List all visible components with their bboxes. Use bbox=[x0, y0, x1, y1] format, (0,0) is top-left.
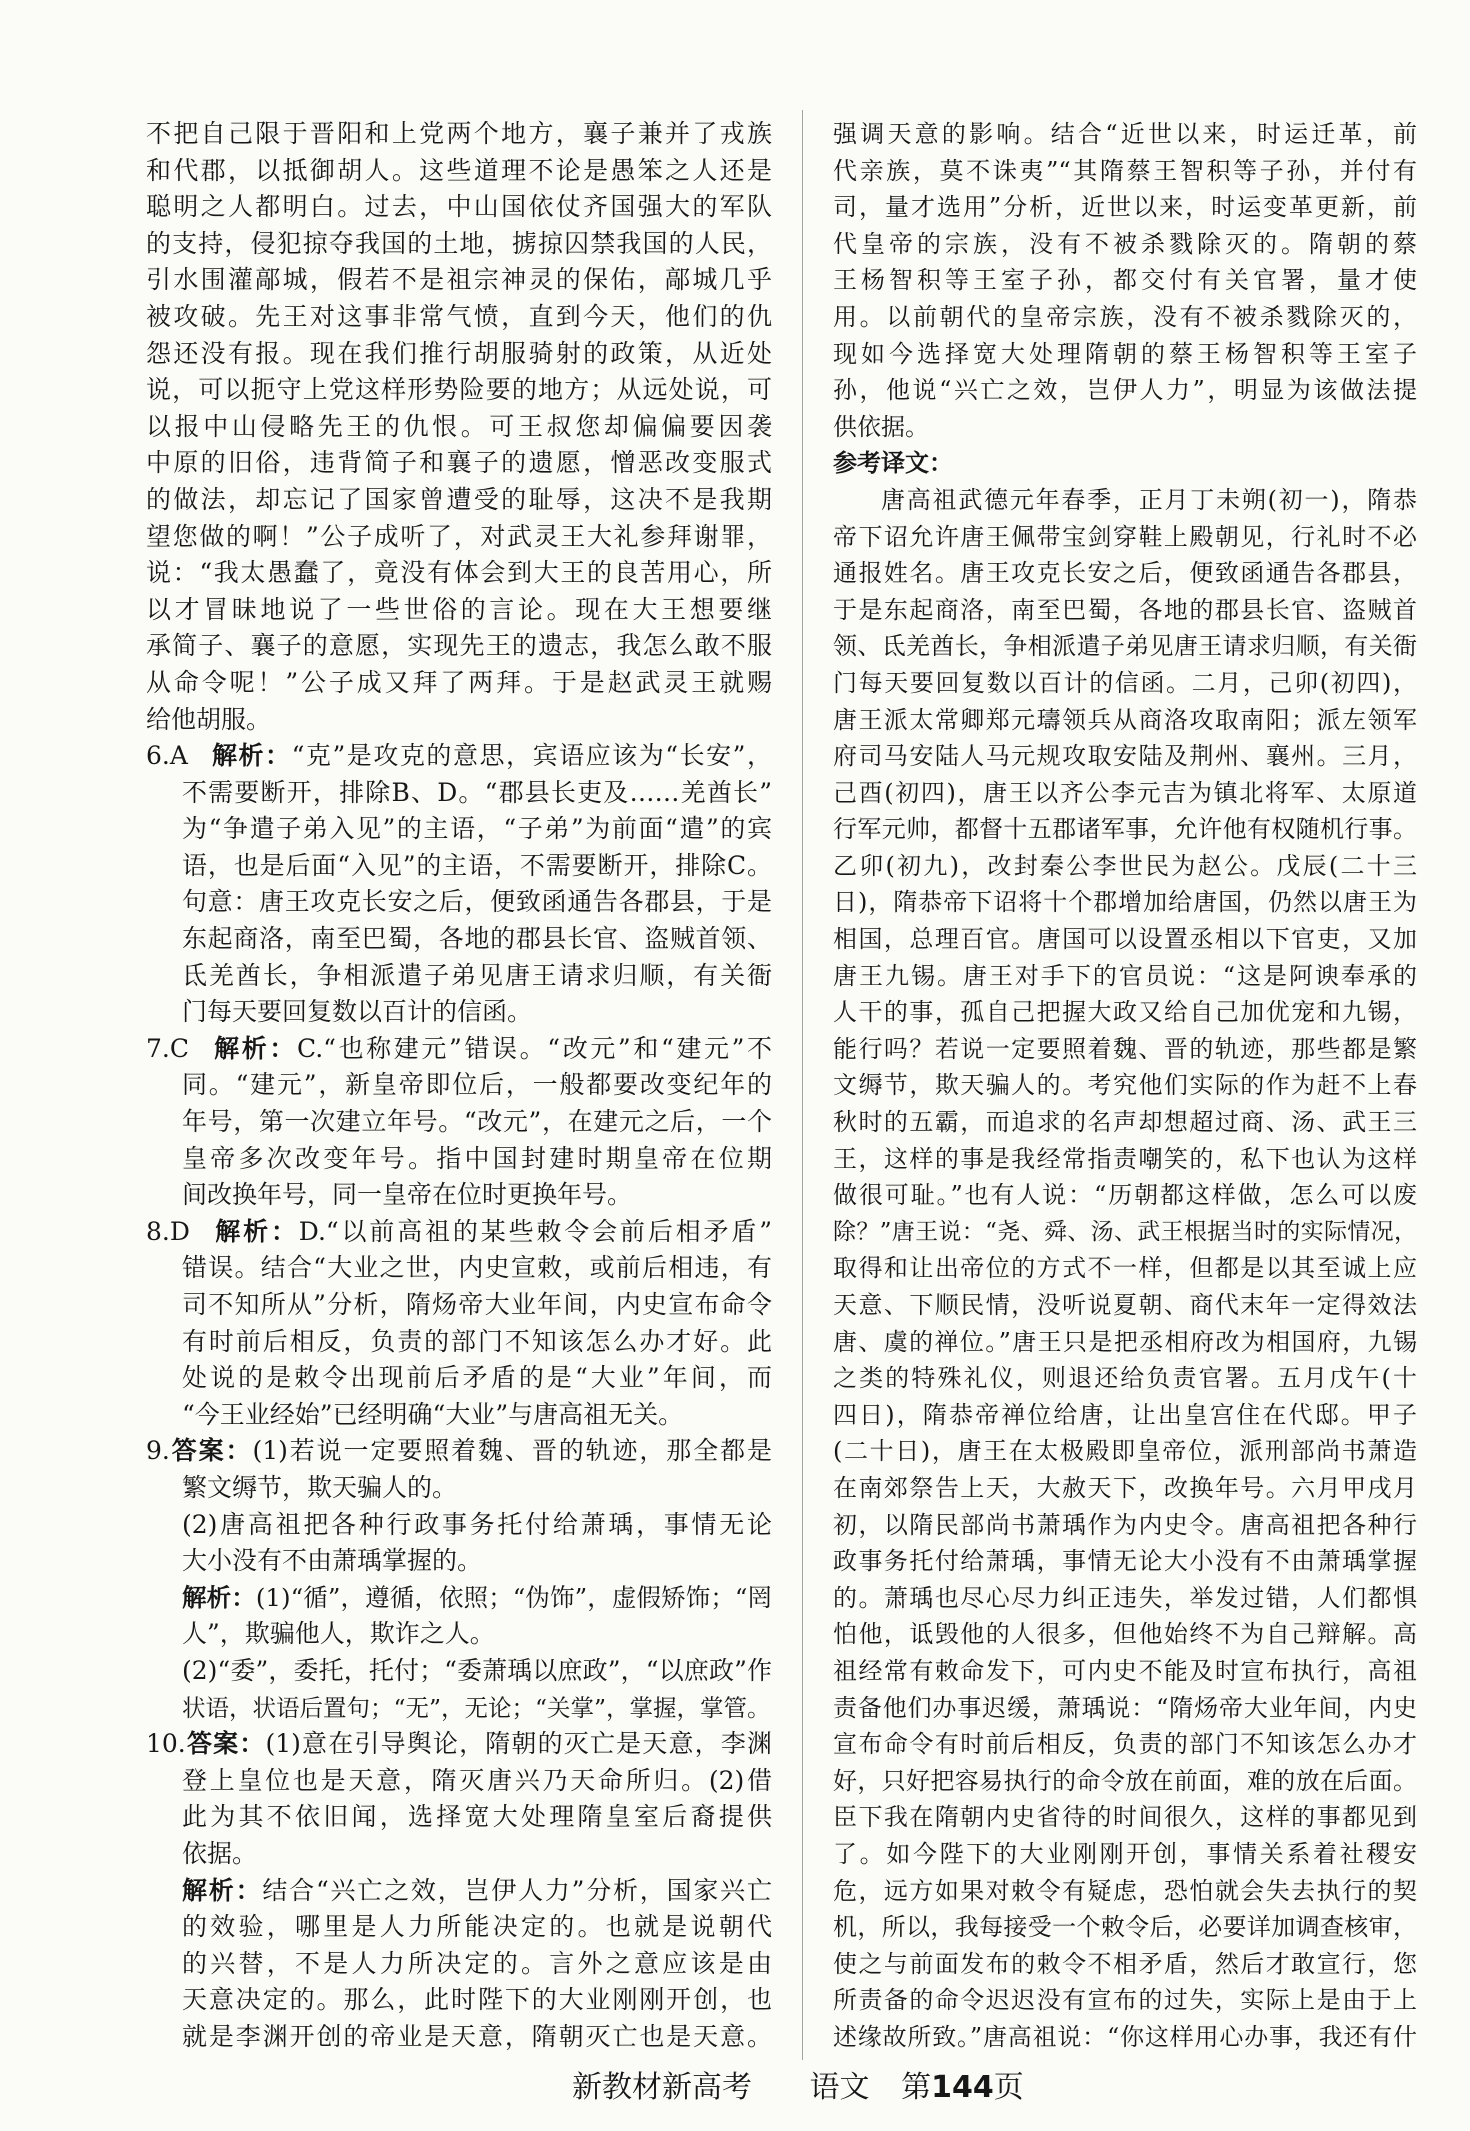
line-text: 同。“建元”，新皇帝即位后，一般都要改变纪年的 bbox=[182, 1070, 772, 1100]
text-line bbox=[146, 1067, 772, 1104]
line-text: 好，只好把容易执行的命令放在前面，难的放在后面。 bbox=[833, 1766, 1417, 1795]
page-footer bbox=[572, 2070, 1024, 2106]
line-text: 述缘故所致。”唐高祖说：“你这样用心办事，我还有什 bbox=[833, 2022, 1417, 2051]
line-text: 王，这样的事是我经常指责嘲笑的，私下也认为这样 bbox=[833, 1144, 1417, 1173]
line-text: 代亲族，莫不诛夷”“其隋蔡王智积等子孙，并付有 bbox=[833, 156, 1417, 185]
text-line bbox=[146, 1470, 772, 1507]
item-number: 10. bbox=[146, 1729, 186, 1759]
line-text: 门每天要回复数以百计的信函。 bbox=[182, 997, 533, 1027]
section-label: 解析： bbox=[211, 1033, 297, 1063]
text-line bbox=[833, 1470, 1417, 1507]
line-text: 初，以隋民部尚书萧瑀作为内史令。唐高祖把各种行 bbox=[833, 1510, 1417, 1539]
line-text: 供依据。 bbox=[833, 412, 929, 441]
line-text: 日)，隋恭帝下诏将十个郡增加给唐国，仍然以唐王为 bbox=[833, 888, 1417, 917]
section-label: 答案： bbox=[185, 1729, 266, 1759]
answer-item bbox=[146, 1214, 772, 1434]
text-line bbox=[833, 1397, 1417, 1434]
section-heading bbox=[833, 445, 1417, 482]
line-text: 除？”唐王说：“尧、舜、汤、武王根据当时的实际情况， bbox=[833, 1218, 1417, 1245]
line-text: 东起商洛，南至巴蜀，各地的郡县长官、盗贼首领、 bbox=[182, 924, 772, 954]
text-line bbox=[146, 372, 772, 409]
text-line bbox=[146, 116, 772, 153]
text-line bbox=[833, 1726, 1417, 1763]
line-text: 此为其不依旧闻，选择宽大处理隋皇室后裔提供 bbox=[182, 1802, 772, 1832]
text-line bbox=[833, 1909, 1417, 1946]
line-text: 门每天要回复数以百计的信函。二月，己卯(初四)， bbox=[833, 668, 1417, 697]
text-line bbox=[833, 1214, 1417, 1251]
text-line bbox=[833, 1836, 1417, 1873]
text-line bbox=[146, 628, 772, 665]
line-text: 乙卯(初九)，改封秦公李世民为赵公。戊辰(二十三 bbox=[833, 851, 1417, 880]
text-line bbox=[833, 409, 1417, 446]
line-text: 有时前后相反，负责的部门不知该怎么办才好。此 bbox=[182, 1326, 772, 1356]
text-line bbox=[833, 775, 1417, 812]
item-number: 8. bbox=[146, 1216, 170, 1246]
book-title: 新教材新高考 bbox=[572, 2070, 752, 2105]
line-text: 皇帝多次改变年号。指中国封建时期皇帝在位期 bbox=[182, 1143, 772, 1173]
text-line bbox=[833, 1031, 1417, 1068]
item-number: 7. bbox=[146, 1033, 170, 1063]
text-line bbox=[146, 226, 772, 263]
text-line bbox=[833, 1690, 1417, 1727]
line-text: 强调天意的影响。结合“近世以来，时运迁革，前 bbox=[833, 120, 1417, 148]
text-line bbox=[146, 1141, 772, 1178]
text-line bbox=[833, 226, 1417, 263]
answer-choice: A bbox=[169, 741, 188, 771]
line-text: 给他胡服。 bbox=[146, 704, 272, 734]
text-line bbox=[833, 1873, 1417, 1910]
line-text: 说：“我太愚蠢了，竟没有体会到大王的良苦用心，所 bbox=[146, 558, 772, 588]
text-line bbox=[146, 482, 772, 519]
text-line bbox=[833, 1141, 1417, 1178]
text-line bbox=[833, 555, 1417, 592]
text-line bbox=[146, 262, 772, 299]
answer-item bbox=[146, 738, 772, 1031]
line-text: 的。萧瑀也尽心尽力纠正违失，举发过错，人们都惧 bbox=[833, 1583, 1417, 1612]
line-text: 了。如今陛下的大业刚刚开创，事情关系着社稷安 bbox=[833, 1839, 1417, 1868]
line-text: 人干的事，孤自己把握大政又给自己加优宠和九锡， bbox=[833, 998, 1417, 1027]
line-text: 帝下诏允许唐王佩带宝剑穿鞋上殿朝见，行礼时不必 bbox=[833, 522, 1417, 551]
line-text: 宣布命令有时前后相反，负责的部门不知该怎么办才 bbox=[833, 1730, 1417, 1759]
line-text: 的兴替，不是人力所决定的。言外之意应该是由 bbox=[182, 1948, 772, 1978]
text-line bbox=[833, 1580, 1417, 1617]
text-line bbox=[833, 1946, 1417, 1983]
text-line bbox=[146, 336, 772, 373]
text-line bbox=[146, 702, 772, 739]
text-line bbox=[833, 1616, 1417, 1653]
text-line bbox=[146, 519, 772, 556]
line-text: 结合“兴亡之效，岂伊人力”分析，国家兴亡 bbox=[262, 1875, 772, 1905]
text-line bbox=[833, 372, 1417, 409]
page-prefix: 第 bbox=[901, 2070, 932, 2105]
text-line bbox=[146, 1726, 772, 1763]
text-line bbox=[146, 1982, 772, 2019]
text-line bbox=[146, 592, 772, 629]
line-text: 不把自己限于晋阳和上党两个地方，襄子兼并了戎族 bbox=[146, 119, 772, 148]
line-text: 以才冒昧地说了一些世俗的言论。现在大王想要继 bbox=[146, 594, 772, 624]
line-text: 繁文缛节，欺天骗人的。 bbox=[182, 1472, 458, 1502]
answer-subparagraph bbox=[146, 1873, 772, 2056]
text-line bbox=[146, 665, 772, 702]
text-line bbox=[833, 1360, 1417, 1397]
line-text: 大小没有不由萧瑀掌握的。 bbox=[182, 1546, 483, 1576]
text-line bbox=[146, 1360, 772, 1397]
text-line bbox=[146, 958, 772, 995]
line-text: 年号，第一次建立年号。“改元”，在建元之后，一个 bbox=[182, 1107, 772, 1137]
answer-subparagraph bbox=[146, 1580, 772, 1653]
text-line bbox=[833, 519, 1417, 556]
text-line bbox=[146, 1397, 772, 1434]
section-label: 解析： bbox=[210, 741, 292, 771]
subject-name: 语文 bbox=[809, 2070, 870, 2105]
text-line bbox=[833, 738, 1417, 775]
line-text: 府司马安陆人马元规攻取安陆及荆州、襄州。三月， bbox=[833, 742, 1417, 771]
right-column bbox=[833, 116, 1417, 2055]
text-line bbox=[146, 153, 772, 190]
text-line bbox=[146, 1873, 772, 1910]
line-text: 怕他，诋毁他的人很多，但他始终不为自己辩解。高 bbox=[833, 1620, 1417, 1649]
line-text: 状语，状语后置句；“无”，无论；“关掌”，掌握，掌管。 bbox=[182, 1693, 771, 1722]
line-text: 文缛节，欺天骗人的。考究他们实际的作为赶不上春 bbox=[833, 1071, 1417, 1100]
text-line bbox=[146, 775, 772, 812]
line-text: 登上皇位也是天意，隋灭唐兴乃天命所归。(2)借 bbox=[182, 1765, 772, 1795]
line-text: 危，远方如果对敕令有疑虑，恐怕就会失去执行的契 bbox=[833, 1876, 1417, 1905]
text-line bbox=[146, 1324, 772, 1361]
text-line bbox=[833, 153, 1417, 190]
line-text: 责备他们办事迟缓，萧瑀说：“隋炀帝大业年间，内史 bbox=[833, 1693, 1417, 1722]
text-line bbox=[146, 1543, 772, 1580]
text-line bbox=[146, 189, 772, 226]
line-text: 望您做的啊！”公子成听了，对武灵王大礼参拜谢罪， bbox=[146, 521, 772, 551]
line-text: 在南郊祭告上天，大赦天下，改换年号。六月甲戌月 bbox=[833, 1473, 1417, 1502]
item-number: 6. bbox=[146, 741, 170, 771]
text-line bbox=[833, 1543, 1417, 1580]
line-text: 的做法，却忘记了国家曾遭受的耻辱，这决不是我期 bbox=[146, 484, 772, 514]
line-text: 从命令呢！”公子成又拜了两拜。于是赵武灵王就赐 bbox=[146, 667, 772, 697]
line-text: 唐高祖武德元年春季，正月丁未朔(初一)，隋恭 bbox=[881, 485, 1417, 514]
line-text: 通报姓名。唐王攻克长安之后，便致函通告各郡县， bbox=[833, 559, 1417, 588]
line-text: 被攻破。先王对这事非常气愤，直到今天，他们的仇 bbox=[146, 301, 772, 331]
text-line bbox=[146, 1031, 772, 1068]
text-line bbox=[146, 1287, 772, 1324]
line-text: 天意决定的。那么，此时陛下的大业刚刚开创，也 bbox=[182, 1985, 772, 2015]
text-line bbox=[833, 299, 1417, 336]
column-divider bbox=[802, 110, 803, 2060]
text-line bbox=[833, 592, 1417, 629]
line-text: 间改换年号，同一皇帝在位时更换年号。 bbox=[182, 1180, 633, 1210]
line-text: 中原的旧俗，违背简子和襄子的遗愿，憎恶改变服式 bbox=[146, 448, 772, 478]
text-line bbox=[146, 811, 772, 848]
text-line bbox=[146, 1250, 772, 1287]
text-line bbox=[833, 1653, 1417, 1690]
text-line bbox=[146, 1690, 772, 1727]
text-line bbox=[146, 994, 772, 1031]
line-text: (2)“委”，委托，托付；“委萧瑀以庶政”，“以庶政”作 bbox=[182, 1655, 772, 1685]
line-text: 以报中山侵略先王的仇恨。可王叔您却偏偏要因袭 bbox=[146, 411, 772, 441]
line-text: 代皇帝的宗族，没有不被杀戮除灭的。隋朝的蔡 bbox=[833, 229, 1417, 258]
text-line bbox=[833, 665, 1417, 702]
line-text: (1)若说一定要照着魏、晋的轨迹，那全都是 bbox=[252, 1436, 772, 1466]
line-text: 和代郡，以抵御胡人。这些道理不论是愚笨之人还是 bbox=[146, 155, 772, 185]
line-text: 所责备的命令迟迟没有宣布的过失，实际上是由于上 bbox=[833, 1986, 1417, 2015]
line-text: 之类的特殊礼仪，则退还给负责官署。五月戊午(十 bbox=[833, 1364, 1417, 1393]
section-label: 解析： bbox=[212, 1216, 299, 1246]
line-text: 取得和让出帝位的方式不一样，但都是以其至诚上应 bbox=[833, 1254, 1417, 1283]
line-text: 承简子、襄子的意愿，实现先王的遗志，我怎么敢不服 bbox=[146, 631, 772, 661]
line-text: 现如今选择宽大处理隋朝的蔡王杨智积等王室子 bbox=[833, 339, 1417, 368]
line-text: 能行吗？若说一定要照着魏、晋的轨迹，那些都是繁 bbox=[833, 1034, 1417, 1063]
text-line bbox=[833, 1287, 1417, 1324]
text-line bbox=[833, 1104, 1417, 1141]
answer-subparagraph bbox=[146, 1653, 772, 1726]
text-line bbox=[833, 1324, 1417, 1361]
text-line bbox=[833, 921, 1417, 958]
line-text: 司，量才选用”分析，近世以来，时运变革更新，前 bbox=[833, 193, 1417, 222]
line-text: “克”是攻克的意思，宾语应该为“长安”， bbox=[291, 741, 772, 771]
text-line bbox=[833, 958, 1417, 995]
line-text: 唐、虞的禅位。”唐王只是把丞相府改为相国府，九锡 bbox=[833, 1327, 1417, 1356]
text-line bbox=[146, 299, 772, 336]
line-text: (二十日)，唐王在太极殿即皇帝位，派刑部尚书萧造 bbox=[833, 1437, 1417, 1466]
text-line bbox=[833, 2019, 1417, 2056]
line-text: 用。以前朝代的皇帝宗族，没有不被杀戮除灭的， bbox=[833, 302, 1417, 331]
text-line bbox=[833, 1763, 1417, 1800]
text-line bbox=[833, 336, 1417, 373]
section-label: 答案： bbox=[169, 1436, 253, 1466]
text-line bbox=[833, 1250, 1417, 1287]
line-text: 行军元帅，都督十五郡诸军事，允许他有权随机行事。 bbox=[833, 815, 1417, 844]
line-text: 聪明之人都明白。过去，中山国依仗齐国强大的军队 bbox=[146, 192, 772, 222]
page-number bbox=[901, 2070, 1024, 2105]
section-label: 解析： bbox=[182, 1875, 263, 1905]
text-line bbox=[146, 848, 772, 885]
line-text: 就是李渊开创的帝业是天意，隋朝灭亡也是天意。 bbox=[182, 2021, 772, 2051]
line-text: 依据。 bbox=[182, 1838, 258, 1868]
line-text: (2)唐高祖把各种行政事务托付给萧瑀，事情无论 bbox=[182, 1509, 772, 1539]
text-line bbox=[146, 1653, 772, 1690]
line-text: 司不知所从”分析，隋炀帝大业年间，内史宣布命令 bbox=[182, 1290, 772, 1319]
line-text: 为“争遣子弟入见”的主语，“子弟”为前面“遣”的宾 bbox=[182, 814, 772, 844]
text-line bbox=[146, 1177, 772, 1214]
line-text: D.“以前高祖的某些敕令会前后相矛盾” bbox=[298, 1216, 772, 1246]
answer-choice: D bbox=[169, 1216, 190, 1246]
page-number-value: 144 bbox=[931, 2070, 994, 2105]
line-text: 天意、下顺民情，没听说夏朝、商代末年一定得效法 bbox=[833, 1291, 1417, 1319]
paragraph bbox=[146, 116, 772, 738]
text-line bbox=[146, 1616, 772, 1653]
line-text: 不需要断开，排除B、D。“郡县长吏及……羌酋长” bbox=[182, 777, 772, 807]
line-text: 祖经常有敕命发下，可内史不能及时宣布执行，高祖 bbox=[833, 1656, 1417, 1685]
line-text: 领、氐羌酋长，争相派遣子弟见唐王请求归顺，有关衙 bbox=[833, 632, 1417, 661]
text-line bbox=[833, 116, 1417, 153]
line-text: 政事务托付给萧瑀，事情无论大小没有不由萧瑀掌握 bbox=[833, 1547, 1417, 1576]
text-line bbox=[833, 262, 1417, 299]
line-text: 于是东起商洛，南至巴蜀，各地的郡县长官、盗贼首 bbox=[833, 595, 1417, 624]
line-text: 四日)，隋恭帝禅位给唐，让出皇宫住在代邸。甲子 bbox=[833, 1400, 1417, 1429]
text-line bbox=[146, 555, 772, 592]
line-text: 的支持，侵犯掠夺我国的土地，掳掠囚禁我国的人民， bbox=[146, 228, 772, 258]
text-line bbox=[146, 1909, 772, 1946]
line-text: 王杨智积等王室子孙，都交付有关官署，量才使 bbox=[833, 266, 1417, 295]
text-line bbox=[146, 445, 772, 482]
text-line bbox=[146, 1580, 772, 1617]
line-text: 怨还没有报。现在我们推行胡服骑射的政策，从近处 bbox=[146, 338, 772, 368]
line-text: 处说的是敕令出现前后矛盾的是“大业”年间，而 bbox=[182, 1363, 772, 1393]
line-text: 己酉(初四)，唐王以齐公李元吉为镇北将军、太原道 bbox=[833, 778, 1417, 807]
left-column bbox=[146, 116, 772, 2055]
text-line bbox=[833, 1177, 1417, 1214]
text-line bbox=[146, 409, 772, 446]
answer-item bbox=[146, 1031, 772, 1214]
text-line bbox=[146, 2019, 772, 2056]
text-line bbox=[146, 1214, 772, 1251]
line-text: 使之与前面发布的敕令不相矛盾，然后才敢宣行，您 bbox=[833, 1949, 1417, 1978]
page-suffix: 页 bbox=[993, 2070, 1024, 2105]
text-line bbox=[146, 921, 772, 958]
text-line bbox=[146, 738, 772, 775]
text-line bbox=[833, 848, 1417, 885]
line-text: 说，可以扼守上党这样形势险要的地方；从远处说，可 bbox=[146, 375, 772, 405]
line-text: 唐王派太常卿郑元璹领兵从商洛攻取南阳；派左领军 bbox=[833, 705, 1417, 734]
text-line bbox=[146, 1836, 772, 1873]
text-line bbox=[833, 1433, 1417, 1470]
text-line bbox=[833, 1982, 1417, 2019]
line-text: 句意：唐王攻克长安之后，便致函通告各郡县，于是 bbox=[182, 887, 772, 917]
line-text: 机，所以，我每接受一个敕令后，必要详加调查核审， bbox=[833, 1913, 1417, 1942]
translation-paragraph bbox=[833, 482, 1417, 2056]
line-text: 氐羌酋长，争相派遣子弟见唐王请求归顺，有关衙 bbox=[182, 960, 772, 990]
line-text: 的效验，哪里是人力所能决定的。也就是说朝代 bbox=[182, 1912, 772, 1942]
text-line bbox=[146, 1946, 772, 1983]
line-text: 参考译文： bbox=[833, 448, 953, 478]
answer-item bbox=[146, 1726, 772, 1872]
line-text: C.“也称建元”错误。“改元”和“建元”不 bbox=[296, 1033, 772, 1063]
text-line bbox=[146, 1104, 772, 1141]
line-text: 语，也是后面“入见”的主语，不需要断开，排除C。 bbox=[182, 850, 772, 880]
line-text: 唐王九锡。唐王对手下的官员说：“这是阿谀奉承的 bbox=[833, 961, 1417, 990]
item-number: 9. bbox=[146, 1436, 170, 1466]
text-line bbox=[146, 1433, 772, 1470]
text-line bbox=[146, 884, 772, 921]
line-text: 秋时的五霸，而追求的名声却想超过商、汤、武王三 bbox=[833, 1108, 1417, 1137]
text-line bbox=[833, 482, 1417, 519]
line-text: 做很可耻。”也有人说：“历朝都这样做，怎么可以废 bbox=[833, 1181, 1417, 1210]
section-label: 解析： bbox=[182, 1582, 256, 1612]
text-line bbox=[833, 1067, 1417, 1104]
text-line bbox=[833, 1507, 1417, 1544]
text-line bbox=[833, 994, 1417, 1031]
line-text: 相国，总理百官。唐国可以设置丞相以下官吏，又加 bbox=[833, 925, 1417, 954]
line-text: 孙，他说“兴亡之效，岂伊人力”，明显为该做法提 bbox=[833, 376, 1417, 405]
line-text: (1)意在引导舆论，隋朝的灭亡是天意，李渊 bbox=[265, 1729, 772, 1759]
answer-subparagraph bbox=[146, 1507, 772, 1580]
line-text: “今王业经始”已经明确“大业”与唐高祖无关。 bbox=[182, 1399, 684, 1429]
answer-choice: C bbox=[169, 1033, 189, 1063]
text-line bbox=[146, 1799, 772, 1836]
text-line bbox=[833, 884, 1417, 921]
line-text: 人”，欺骗他人，欺诈之人。 bbox=[182, 1619, 495, 1649]
text-line bbox=[833, 628, 1417, 665]
text-line bbox=[833, 445, 1417, 482]
line-text: 引水围灌鄗城，假若不是祖宗神灵的保佑，鄗城几乎 bbox=[146, 265, 772, 295]
text-line bbox=[146, 1507, 772, 1544]
text-line bbox=[833, 811, 1417, 848]
line-text: (1)“循”，遵循，依照；“伪饰”，虚假矫饰；“罔 bbox=[255, 1582, 772, 1612]
line-text: 错误。结合“大业之世，内史宣敕，或前后相违，有 bbox=[182, 1253, 772, 1283]
text-line bbox=[833, 189, 1417, 226]
answer-item bbox=[146, 1433, 772, 1506]
text-line bbox=[146, 1763, 772, 1800]
line-text: 臣下我在隋朝内史省待的时间很久，这样的事都见到 bbox=[833, 1803, 1417, 1832]
paragraph bbox=[833, 116, 1417, 445]
text-line bbox=[833, 702, 1417, 739]
text-line bbox=[833, 1799, 1417, 1836]
